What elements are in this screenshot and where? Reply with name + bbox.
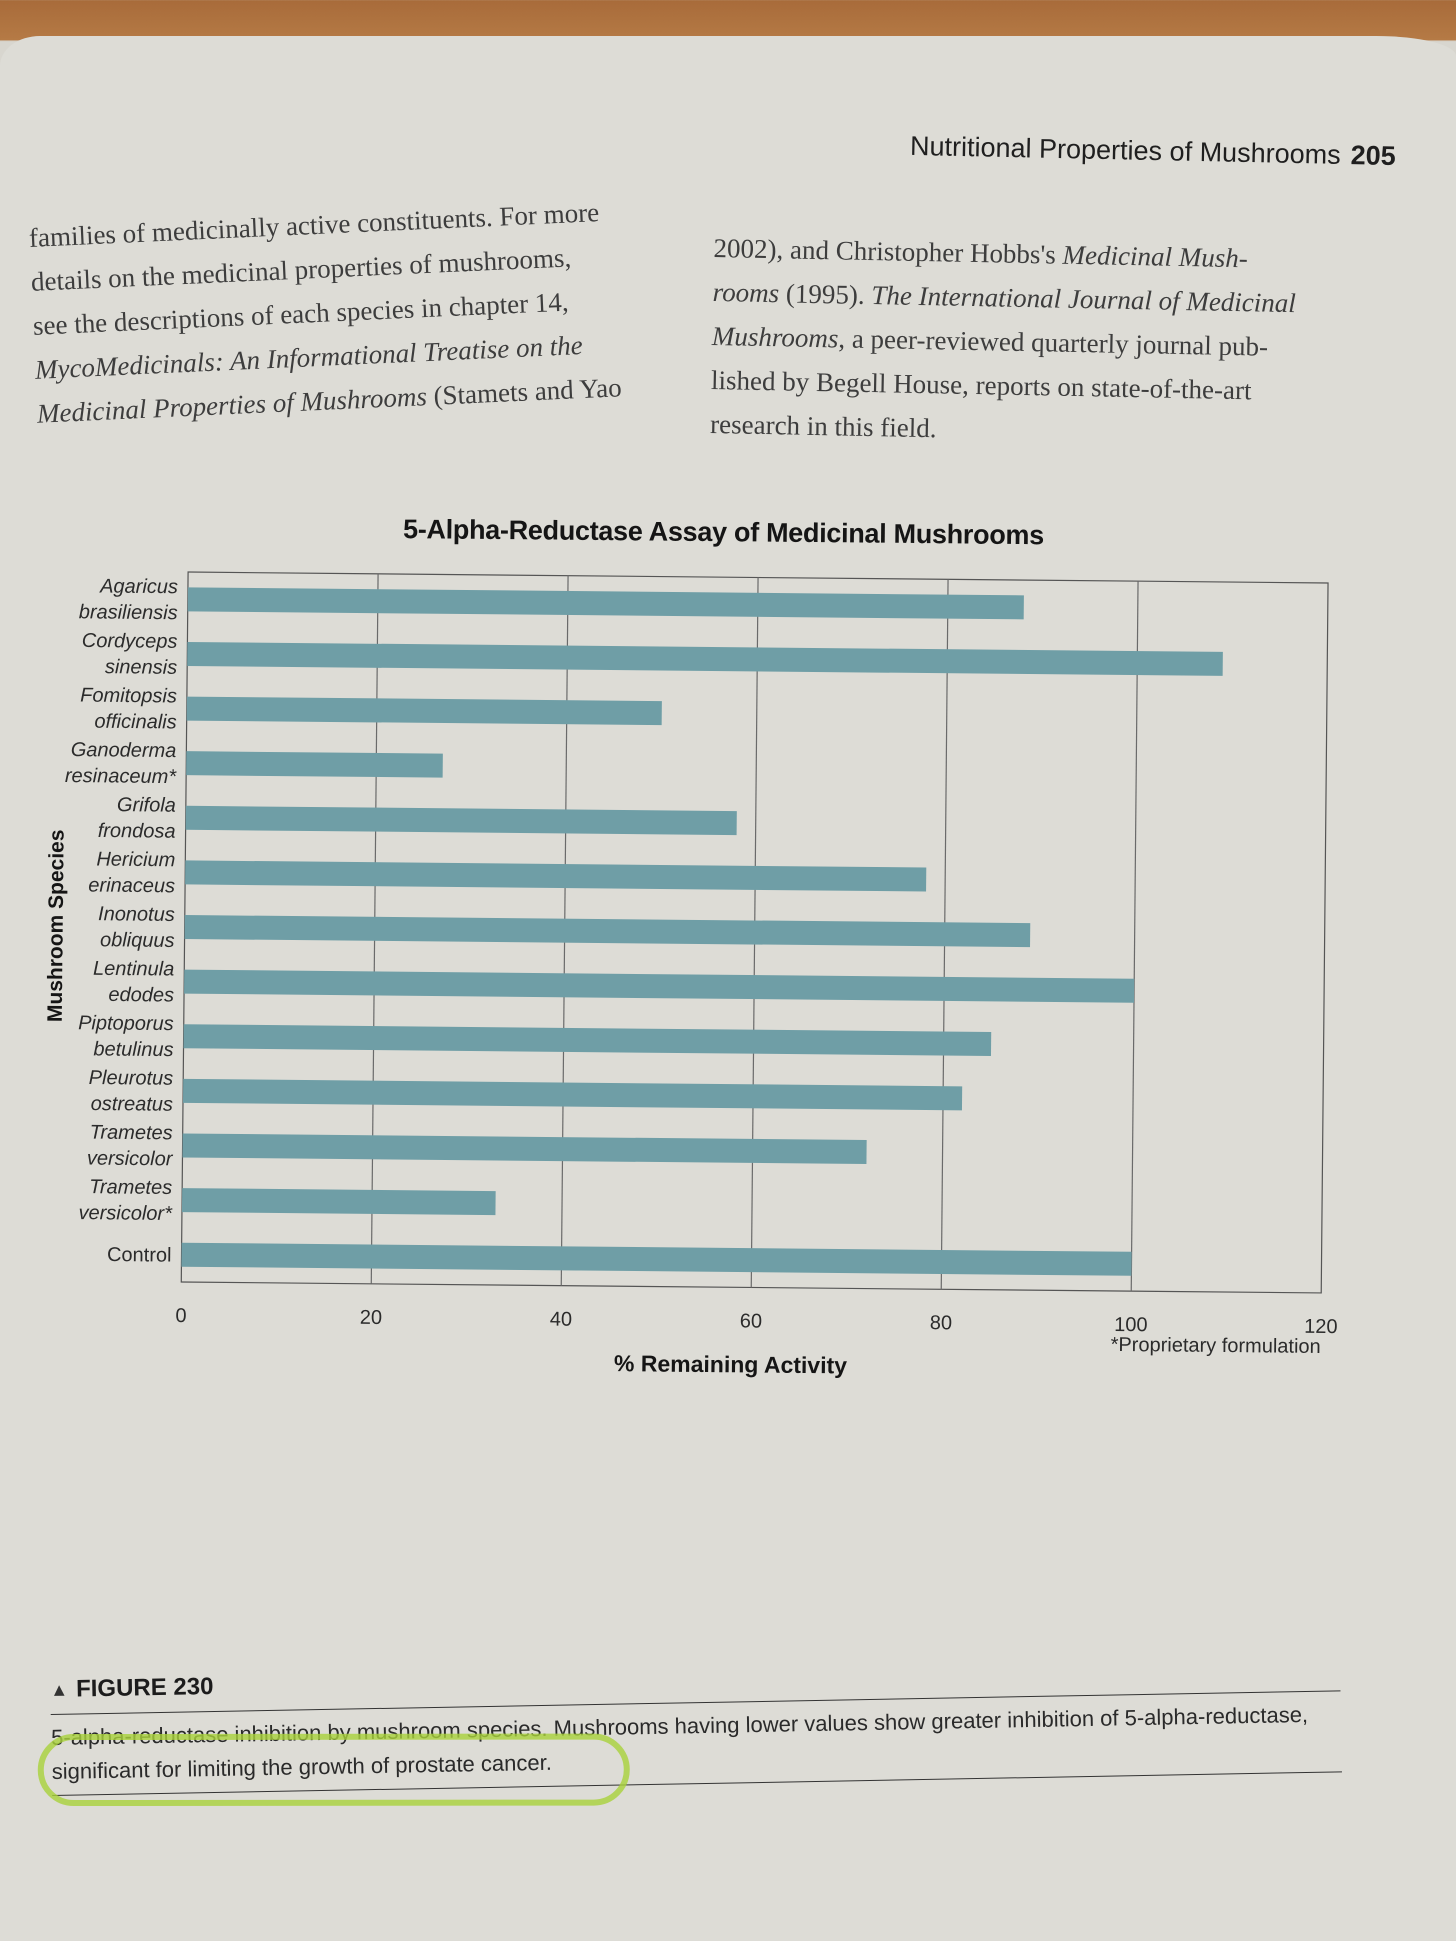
running-head: [910, 131, 1396, 172]
bar: [186, 806, 737, 835]
chart-title: 5-Alpha-Reductase Assay of Medicinal Mushrooms: [402, 514, 1045, 551]
x-tick-label: 40: [549, 1308, 573, 1331]
y-tick-label: resinaceum*: [64, 765, 177, 789]
text-line: lished by Begell House, reports on state-of-the-art: [710, 364, 1252, 406]
y-tick-label: betulinus: [93, 1038, 174, 1062]
text-line: families of medicinally active constituents. For more: [28, 197, 600, 253]
y-tick-label: Fomitopsis: [80, 684, 178, 708]
y-tick-label: Hericium: [96, 848, 176, 872]
y-tick-label: Pleurotus: [88, 1066, 174, 1090]
y-tick-label: Grifola: [116, 794, 176, 817]
book-title-italic: MycoMedicinals: An Informational Treatise on the: [34, 329, 584, 385]
figure-number: FIGURE 230: [75, 1673, 214, 1703]
bar-chart: [0, 490, 1456, 1664]
text-span: (1995).: [778, 278, 872, 311]
bar: [182, 1188, 496, 1215]
y-tick-label: officinalis: [94, 710, 177, 734]
y-axis-label: Mushroom Species: [43, 829, 69, 1023]
bar: [181, 1243, 1131, 1276]
y-tick-label: versicolor*: [78, 1202, 173, 1225]
y-tick-label: erinaceus: [88, 874, 176, 898]
text-span: , a peer-reviewed quarterly journal pub-: [838, 323, 1269, 362]
text-line: research in this field.: [709, 408, 937, 444]
caption-line: significant for limiting the growth of prostate cancer.: [51, 1749, 553, 1784]
book-title-italic: Medicinal Properties of Mushrooms: [36, 381, 428, 429]
y-tick-label: Inonotus: [97, 903, 175, 926]
y-tick-label: Control: [106, 1243, 172, 1267]
y-tick-label: versicolor: [86, 1147, 173, 1171]
caption-line: 5-alpha-reductase inhibition by mushroom species. Mushrooms having lower values show greater inhibition of 5-alpha-reductase,: [50, 1701, 1309, 1750]
bar: [186, 751, 443, 777]
gridline: [1131, 581, 1138, 1291]
bar: [187, 642, 1223, 676]
bar: [188, 587, 1024, 619]
x-tick-label: 80: [929, 1312, 953, 1335]
citation-text: (Stamets and Yao: [426, 372, 623, 412]
y-tick-label: Cordyceps: [81, 629, 178, 653]
chart-canvas: [0, 490, 1456, 1664]
y-tick-label: Agaricus: [100, 575, 179, 599]
footnote: *Proprietary formulation: [1110, 1333, 1321, 1358]
journal-title-italic: The International Journal of Medicinal: [871, 280, 1297, 319]
text-line: see the descriptions of each species in chapter 14,: [32, 286, 570, 341]
y-tick-label: ostreatus: [90, 1092, 174, 1116]
y-tick-label: frondosa: [97, 819, 176, 843]
book-title-italic: rooms: [712, 276, 780, 309]
journal-title-italic: Mushrooms: [711, 320, 839, 354]
x-tick-label: 100: [1114, 1313, 1148, 1337]
y-tick-label: Trametes: [89, 1176, 173, 1199]
x-tick-label: 20: [359, 1306, 383, 1329]
bar: [182, 1133, 866, 1164]
y-tick-label: Lentinula: [92, 957, 175, 981]
x-tick-label: 0: [175, 1304, 187, 1328]
text-column-left: [28, 187, 677, 436]
x-tick-label: 60: [739, 1310, 763, 1333]
y-tick-label: Piptoporus: [78, 1012, 174, 1036]
bar: [183, 1079, 962, 1110]
highlighter-circle: [38, 1734, 630, 1807]
y-tick-label: edodes: [108, 983, 175, 1007]
y-tick-label: Trametes: [89, 1121, 173, 1145]
y-tick-label: brasiliensis: [78, 601, 178, 625]
text-line: details on the medicinal properties of mushrooms,: [30, 242, 572, 297]
text-column-right: [710, 226, 1354, 458]
book-title-italic: Medicinal Mush-: [1062, 239, 1249, 274]
x-tick-label: 120: [1304, 1315, 1338, 1339]
running-head-title: Nutritional Properties of Mushrooms: [910, 130, 1342, 170]
bar: [185, 915, 1031, 947]
y-tick-label: obliquus: [99, 929, 175, 952]
y-tick-label: Ganoderma: [70, 739, 177, 763]
figure-caption-block: [50, 1652, 1342, 1796]
bar: [184, 970, 1134, 1003]
y-tick-label: sinensis: [104, 656, 178, 679]
text-span: 2002), and Christopher Hobbs's: [713, 232, 1063, 270]
bar: [187, 697, 662, 726]
page-number: 205: [1350, 140, 1397, 172]
figure-label: [50, 1652, 1340, 1704]
x-axis-label: % Remaining Activity: [613, 1350, 848, 1379]
bar: [184, 1024, 992, 1056]
triangle-marker-icon: ▲: [50, 1679, 69, 1700]
bar: [185, 860, 926, 891]
book-page: [0, 36, 1456, 1941]
